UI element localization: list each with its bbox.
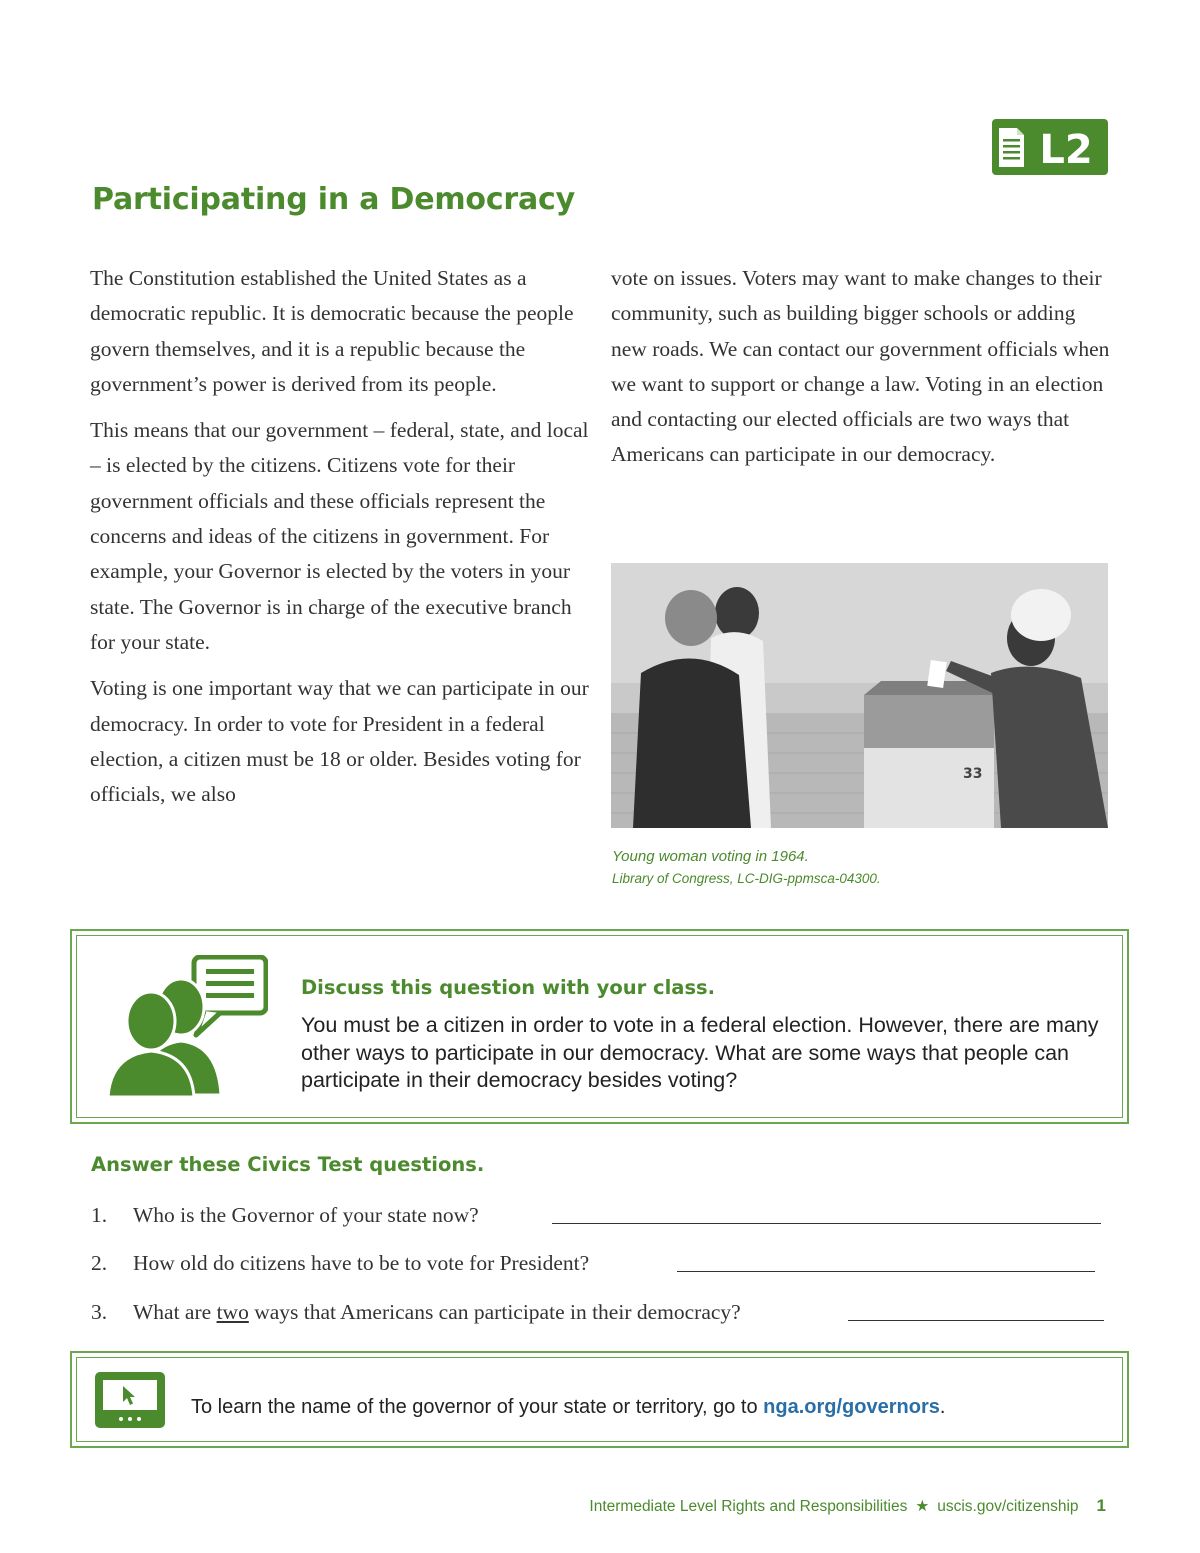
left-column bbox=[90, 261, 595, 823]
question-emphasis: two bbox=[216, 1300, 249, 1324]
star-icon: ★ bbox=[915, 1498, 930, 1515]
paragraph: The Constitution established the United States as a democratic republic. It is democratic because the people govern themselves, and it is a republic because the government’s power is derived from its people. bbox=[90, 266, 574, 396]
voting-photo bbox=[611, 563, 1108, 828]
civics-question bbox=[91, 1300, 741, 1325]
discussion-icon bbox=[106, 955, 268, 1097]
page-footer bbox=[589, 1496, 1106, 1516]
question-number: 3. bbox=[91, 1300, 108, 1324]
computer-icon bbox=[93, 1370, 167, 1430]
discussion-heading: Discuss this question with your class. bbox=[301, 976, 716, 999]
question-number: 2. bbox=[91, 1251, 108, 1275]
answer-line[interactable] bbox=[552, 1223, 1101, 1224]
question-text: Who is the Governor of your state now? bbox=[133, 1203, 479, 1227]
photo-caption: Young woman voting in 1964. bbox=[612, 848, 809, 865]
question-text-start: What are bbox=[133, 1300, 212, 1324]
paragraph: Voting is one important way that we can participate in our democracy. In order to vote for President in a federal election, a citizen must be 18 or older. Besides voting for officials, we also bbox=[90, 676, 589, 807]
discussion-question: You must be a citizen in order to vote in a federal election. However, there are many other ways to participate in our democracy. What are some ways that people can participate in their democracy besides voting? bbox=[301, 1013, 1099, 1092]
right-column bbox=[611, 261, 1116, 484]
civics-question bbox=[91, 1203, 479, 1228]
civics-heading: Answer these Civics Test questions. bbox=[91, 1153, 485, 1176]
question-number: 1. bbox=[91, 1203, 108, 1227]
answer-line[interactable] bbox=[848, 1320, 1104, 1321]
resource-text bbox=[191, 1396, 945, 1419]
resource-sentence: To learn the name of the governor of your state or territory, go to bbox=[191, 1396, 758, 1418]
page-title: Participating in a Democracy bbox=[92, 182, 575, 217]
footer-site-link[interactable]: uscis.gov/citizenship bbox=[937, 1498, 1079, 1515]
page-number: 1 bbox=[1096, 1496, 1106, 1515]
ballot-box-number: 33 bbox=[963, 766, 983, 782]
document-icon bbox=[999, 128, 1024, 167]
answer-line[interactable] bbox=[677, 1271, 1095, 1272]
question-text: How old do citizens have to be to vote for President? bbox=[133, 1251, 590, 1275]
governors-link[interactable]: nga.org/governors bbox=[763, 1396, 940, 1418]
level-badge bbox=[991, 118, 1109, 176]
photo-credit: Library of Congress, LC-DIG-ppmsca-04300. bbox=[612, 871, 881, 886]
level-label: L2 bbox=[1039, 127, 1093, 173]
paragraph: vote on issues. Voters may want to make changes to their community, such as building bigger schools or adding new roads. We can contact our government officials when we want to support or change a law. Voting in an election and contacting our elected officials are two ways that Americans can participate in our democracy. bbox=[611, 266, 1110, 467]
footer-label: Intermediate Level Rights and Responsibilities bbox=[589, 1498, 908, 1515]
civics-question bbox=[91, 1251, 589, 1276]
question-text-end: ways that Americans can participate in their democracy? bbox=[254, 1300, 741, 1324]
resource-end: . bbox=[939, 1396, 946, 1418]
paragraph: This means that our government – federal, state, and local – is elected by the citizens. Citizens vote for their government officials and these officials represent the concerns and ideas of the citizens in government. For example, your Governor is elected by the voters in your state. The Governor is in charge of the executive branch for your state. bbox=[90, 418, 589, 654]
